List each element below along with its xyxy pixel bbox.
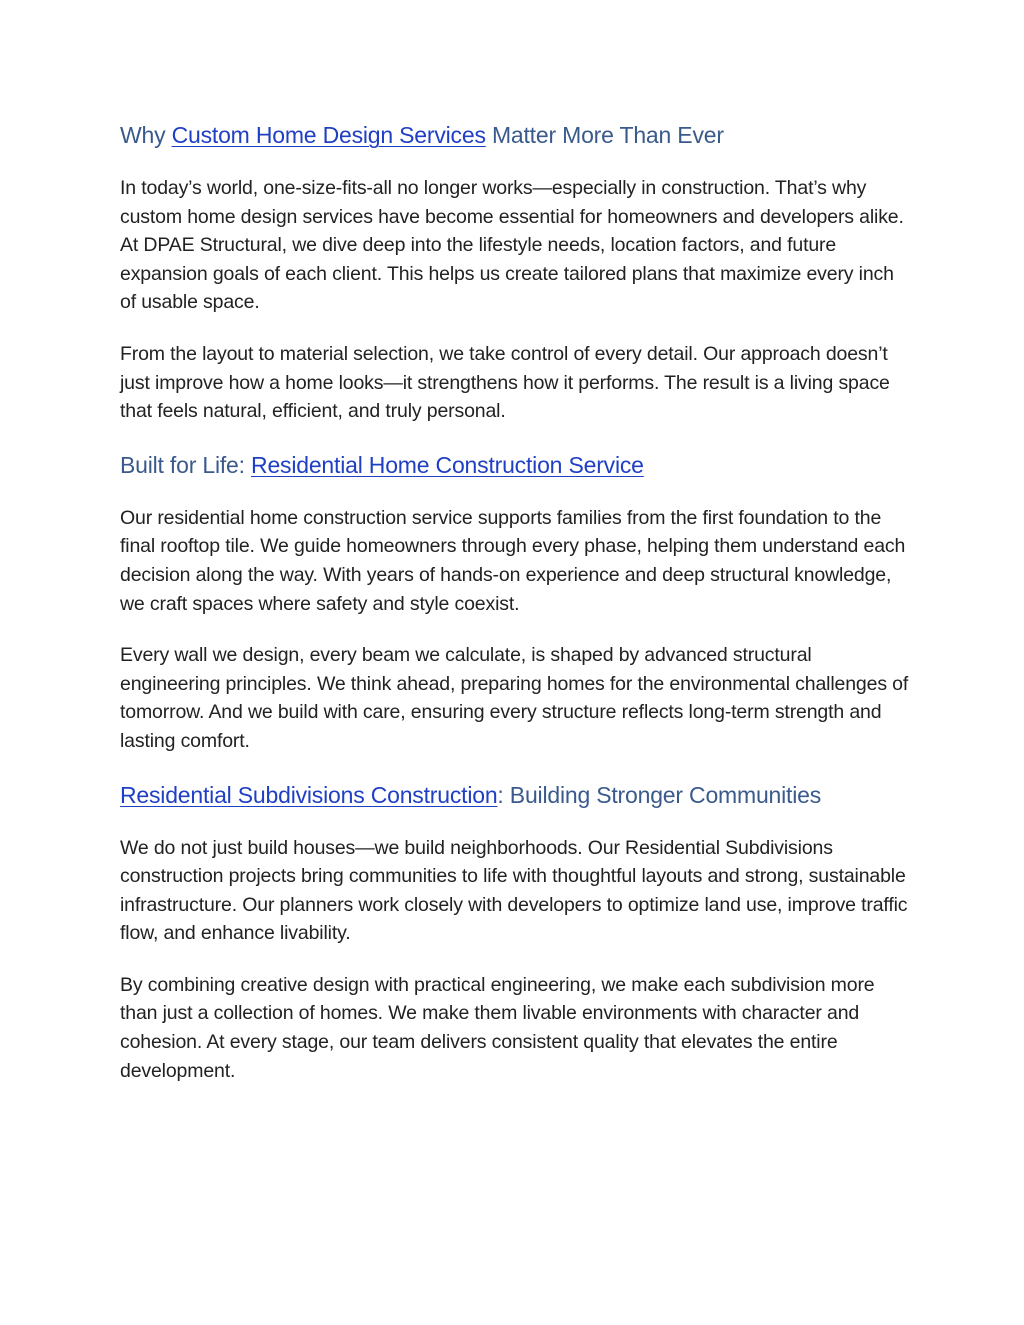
paragraph-subdivisions-detail: By combining creative design with practical engineering, we make each subdivision more than just a collection of homes. We make them livable environments with character and cohesion. At every stage, our team delivers consistent quality that elevates the entire development. (120, 973, 875, 1082)
heading-prefix: Why (120, 122, 172, 148)
residential-subdivisions-construction-link[interactable]: Residential Subdivisions Construction (120, 781, 498, 808)
paragraph-home-construction-detail: Every wall we design, every beam we calculate, is shaped by advanced structural engineering principles. We think ahead, preparing homes for the environmental challenges of tomorrow. And we build with care, ensuring every structure reflects long-term strength and lasting comfort. (120, 644, 909, 752)
paragraph-subdivisions-intro: We do not just build houses—we build neighborhoods. Our Residential Subdivisions construction projects bring communities to life with thoughtful layouts and strong, sustainable infrastructure. Our planners work closely with developers to optimize land use, improve traffic flow, and enhance livability. (120, 836, 908, 945)
heading-prefix: Built for Life: (120, 451, 252, 478)
custom-home-design-services-link[interactable]: Custom Home Design Services (171, 122, 486, 148)
heading-suffix: : Building Stronger Communities (497, 781, 822, 808)
heading-suffix: Matter More Than Ever (485, 122, 724, 148)
section-heading-home-construction (120, 448, 910, 482)
section-heading-subdivisions (120, 778, 910, 812)
paragraph-custom-design-detail: From the layout to material selection, we take control of every detail. Our approach doesn’t just improve how a home looks—it strengthens how it performs. The result is a living space that feels natural, efficient, and truly personal. (120, 342, 890, 423)
paragraph-custom-design-intro: In today’s world, one-size-fits-all no longer works—especially in construction. That’s why custom home design services have become essential for homeowners and developers alike. At DPAE Structural, we dive deep into the lifestyle needs, location factors, and future expansion goals of each client. This helps us create tailored plans that maximize every inch of usable space. (120, 177, 904, 314)
paragraph-home-construction-intro: Our residential home construction service supports families from the first foundation to the final rooftop tile. We guide homeowners through every phase, helping them understand each decision along the way. With years of hands-on experience and deep structural knowledge, we craft spaces where safety and style coexist. (120, 506, 906, 615)
document-page (120, 118, 910, 1085)
section-heading-custom-design (120, 118, 910, 152)
residential-home-construction-service-link[interactable]: Residential Home Construction Service (251, 451, 644, 478)
